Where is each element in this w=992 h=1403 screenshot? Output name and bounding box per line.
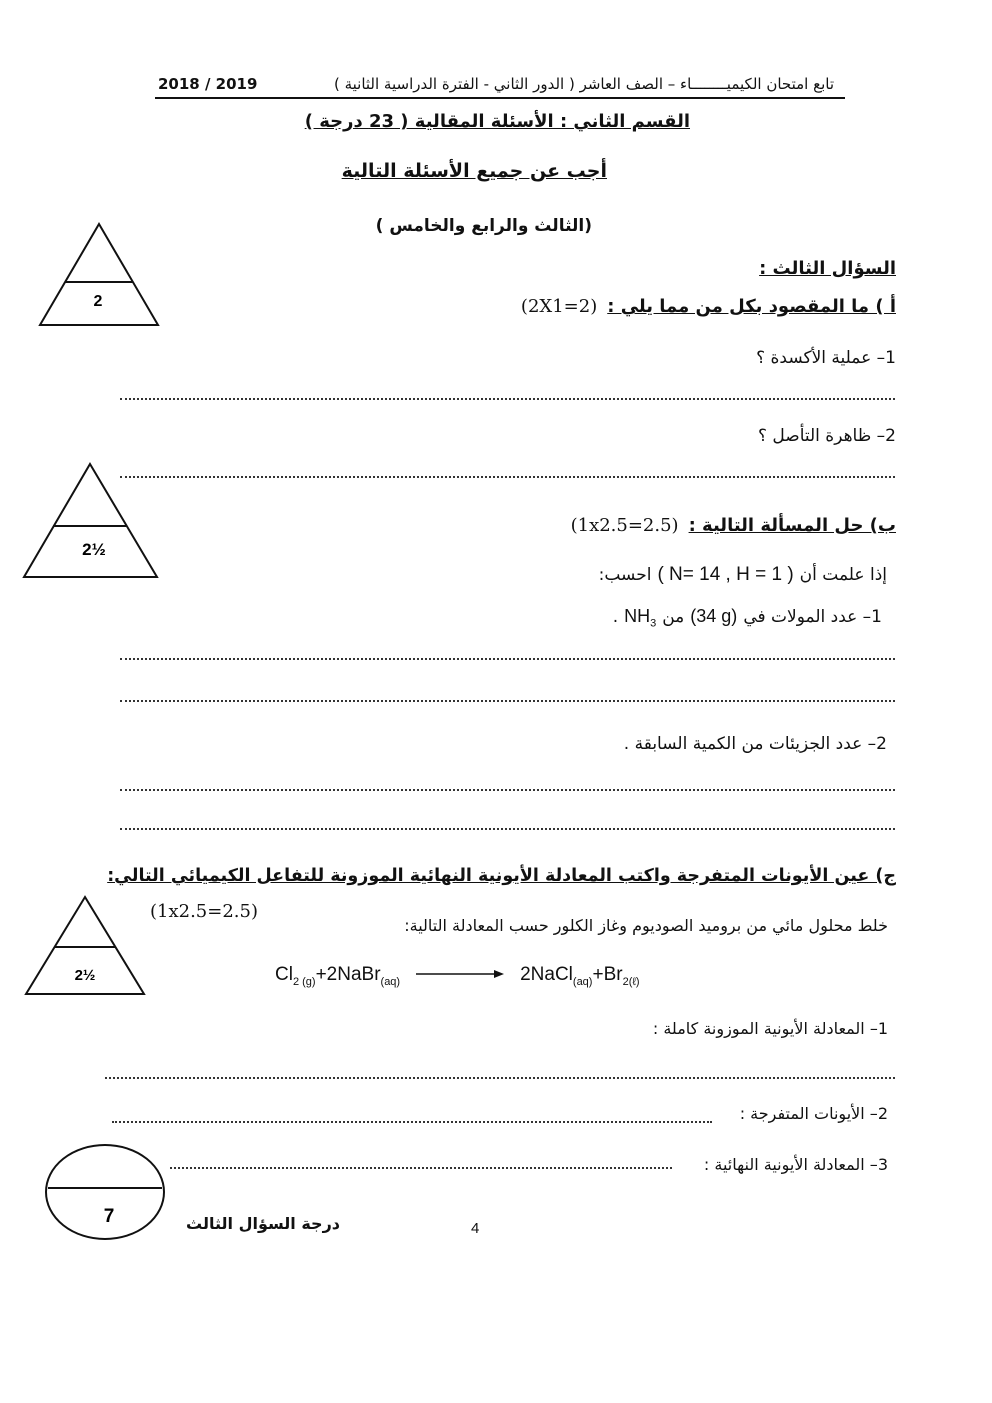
q3-title: السؤال الثالث : [759, 258, 896, 279]
part-b-item-1-mass: (34 g) [690, 606, 738, 626]
answer-line [120, 658, 895, 660]
part-b-given-values: ( N= 14 , H = 1 ) [657, 564, 794, 585]
part-b-item-2: 2– عدد الجزيئات من الكمية السابقة . [623, 734, 887, 754]
reactant-cl2: $Cl_{2 (g)}$ [275, 964, 316, 988]
part-b-item-1 [613, 606, 882, 630]
part-b-intro [599, 564, 887, 586]
section-instruction: أجب عن جميع الأسئلة التالية [341, 160, 607, 182]
part-b-intro-end: احسب: [598, 565, 652, 585]
score-triangle-c [24, 895, 146, 997]
total-score-label: درجة السؤال الثالث [186, 1214, 340, 1233]
answer-line [120, 398, 895, 400]
total-score-value: 7 [103, 1206, 115, 1227]
reactant-nabr: +2NaBr$_{(aq)}$ [315, 964, 401, 988]
answer-line [120, 789, 895, 791]
reaction-arrow [414, 966, 506, 980]
part-b-item-1-text: 1– عدد المولات في [743, 607, 882, 627]
nh3-formula: $NH_3$ [624, 606, 657, 630]
section-questions: (الثالث والرابع والخامس ) [375, 216, 592, 236]
score-triangle-a-value: 2 [93, 293, 103, 310]
part-a-item-2: 2– ظاهرة التأصل ؟ [757, 426, 896, 446]
answer-line [112, 1121, 712, 1123]
exam-year: 2018 / 2019 [158, 75, 258, 93]
part-c-label: ج) عين الأيونات المتفرجة واكتب المعادلة الأيونية النهائية الموزونة للتفاعل الكيميائي التالي: [107, 866, 896, 886]
part-a-item-1: 1– عملية الأكسدة ؟ [756, 348, 896, 368]
score-triangle-b [22, 462, 159, 580]
score-triangle-c-value: 2½ [74, 967, 96, 984]
part-b-item-1-end: . [612, 607, 619, 627]
product-br2: $+Br_{2(\ell)}$ [592, 964, 640, 988]
score-triangle-b-value: 2½ [82, 540, 106, 559]
header-rule [155, 97, 845, 99]
part-b-item-1-from: من [662, 607, 685, 627]
section-title: القسم الثاني : الأسئلة المقالية ( 23 درجة ) [304, 111, 690, 132]
part-c-item-1: 1– المعادلة الأيونية الموزونة كاملة : [652, 1019, 888, 1038]
reaction-equation [275, 964, 640, 988]
part-c-item-3: 3– المعادلة الأيونية النهائية : [703, 1155, 888, 1174]
total-score-ellipse [44, 1142, 166, 1242]
answer-line [120, 476, 895, 478]
part-c-item-2: 2– الأيونات المتفرجة : [739, 1104, 888, 1123]
part-b-label: ب) حل المسألة التالية : [688, 515, 896, 536]
answer-line [105, 1077, 895, 1079]
part-c-marks: (1x2.5=2.5) [150, 901, 258, 922]
part-a-row [521, 296, 896, 317]
answer-line [170, 1167, 672, 1169]
part-a-label: أ ) ما المقصود بكل من مما يلي : [607, 296, 896, 317]
part-b-intro-text: إذا علمت أن [799, 565, 887, 585]
product-nacl: 2NaCl$_{(aq)}$ [520, 964, 593, 988]
exam-header-line: تابع امتحان الكيميــــــــاء – الصف العاشر ( الدور الثاني - الفترة الدراسية الثانية ) [333, 75, 834, 93]
part-a-marks: (2X1=2) [520, 296, 598, 317]
page-number: 4 [471, 1220, 480, 1237]
part-c-intro: خلط محلول مائي من بروميد الصوديوم وغاز الكلور حسب المعادلة التالية: [404, 916, 888, 935]
answer-line [120, 828, 895, 830]
answer-line [120, 700, 895, 702]
score-triangle-a [38, 222, 160, 328]
part-b-row [571, 515, 896, 536]
part-b-marks: (1x2.5=2.5) [570, 515, 679, 536]
